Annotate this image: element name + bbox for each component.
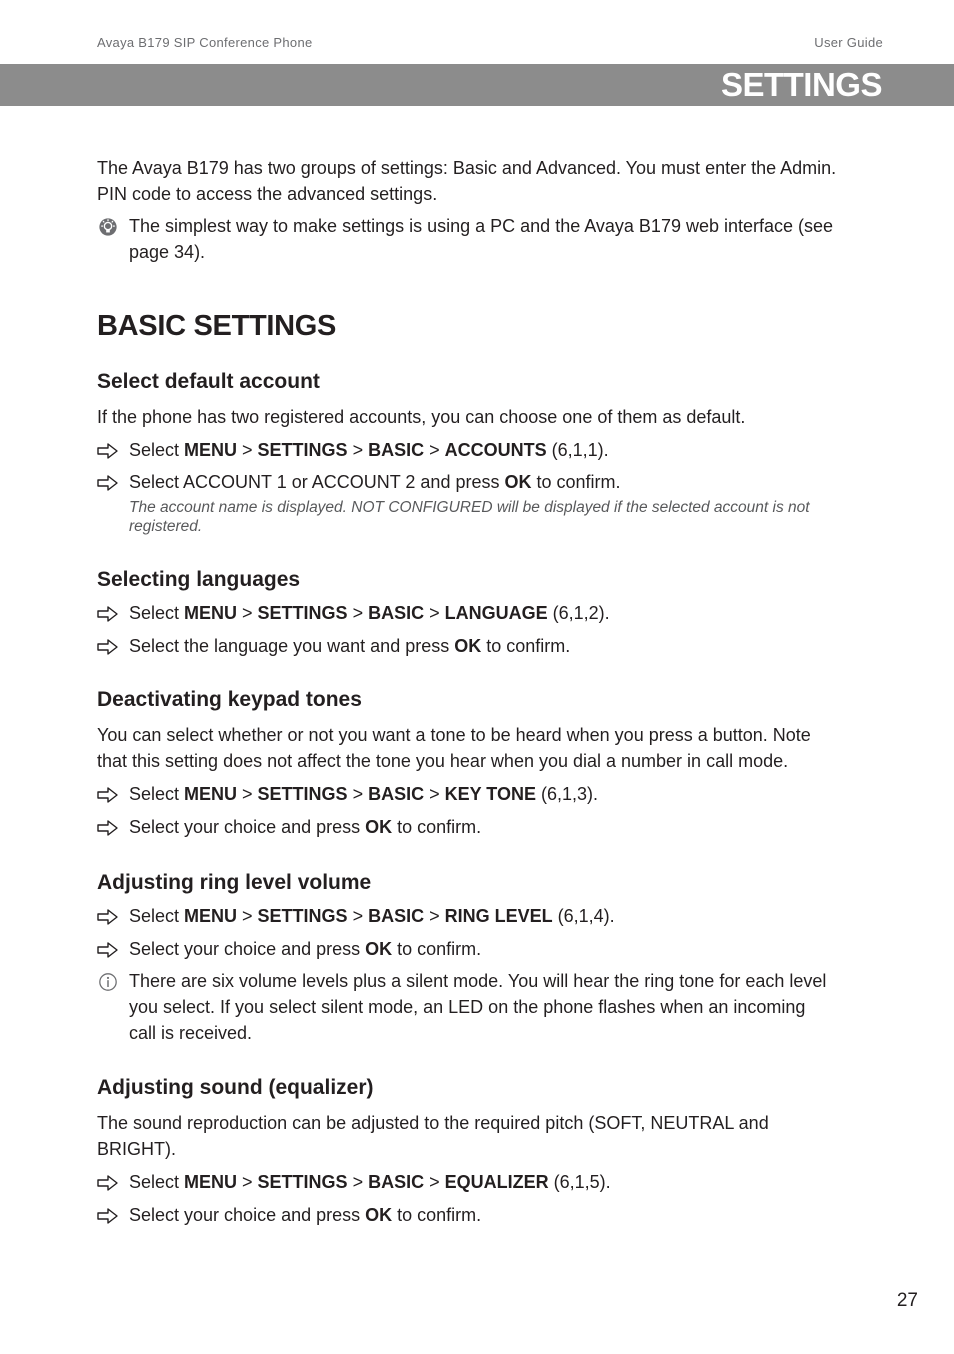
separator: > bbox=[237, 603, 258, 623]
settings-label: SETTINGS bbox=[257, 440, 348, 460]
step-row bbox=[97, 633, 837, 659]
keypad-tones-heading: Deactivating keypad tones bbox=[97, 688, 362, 711]
tip-row bbox=[97, 213, 837, 265]
menu-label: MENU bbox=[184, 906, 238, 926]
arrow-step-icon bbox=[97, 786, 119, 804]
settings-label: SETTINGS bbox=[257, 603, 348, 623]
step-code: (6,1,3). bbox=[535, 784, 599, 804]
ok-label: OK bbox=[504, 472, 532, 492]
step-row bbox=[97, 1169, 837, 1195]
arrow-step-icon bbox=[97, 638, 119, 656]
separator: > bbox=[347, 1172, 369, 1192]
menu-label: MENU bbox=[184, 784, 238, 804]
separator: > bbox=[424, 906, 445, 926]
separator: > bbox=[237, 440, 258, 460]
account-note: The account name is displayed. NOT CONFIGURED will be displayed if the selected account is not registered. bbox=[129, 499, 810, 535]
equalizer-paragraph: The sound reproduction can be adjusted to the required pitch (SOFT, NEUTRAL and BRIGHT). bbox=[97, 1113, 769, 1159]
step-row bbox=[97, 936, 837, 962]
separator: > bbox=[237, 1172, 258, 1192]
step-row bbox=[97, 600, 837, 626]
separator: > bbox=[347, 906, 369, 926]
step-text: to confirm. bbox=[392, 817, 482, 837]
basic-label: BASIC bbox=[368, 784, 425, 804]
separator: > bbox=[424, 440, 445, 460]
separator: > bbox=[237, 784, 258, 804]
step-row bbox=[97, 469, 837, 495]
accounts-label: ACCOUNTS bbox=[444, 440, 547, 460]
info-text: There are six volume levels plus a silent mode. You will hear the ring tone for each level you select. If you select silent mode, an LED on the phone flashes when an incoming call is received. bbox=[129, 971, 827, 1043]
arrow-step-icon bbox=[97, 474, 119, 492]
section-title: SETTINGS bbox=[720, 66, 882, 103]
language-label: LANGUAGE bbox=[444, 603, 548, 623]
default-account-paragraph: If the phone has two registered accounts, you can choose one of them as default. bbox=[97, 407, 746, 427]
key-tone-label: KEY TONE bbox=[444, 784, 536, 804]
header-product: Avaya B179 SIP Conference Phone bbox=[97, 35, 313, 50]
tip-text: The simplest way to make settings is using a PC and the Avaya B179 web interface (see page 34). bbox=[129, 216, 834, 262]
equalizer-label: EQUALIZER bbox=[444, 1172, 549, 1192]
settings-label: SETTINGS bbox=[257, 784, 348, 804]
page-number: 27 bbox=[896, 1290, 918, 1311]
settings-label: SETTINGS bbox=[257, 906, 348, 926]
intro-paragraph: The Avaya B179 has two groups of settings: Basic and Advanced. You must enter the Admin. PIN code to access the advanced settings. bbox=[97, 158, 837, 204]
section-band bbox=[0, 64, 954, 106]
keypad-tones-paragraph: You can select whether or not you want a tone to be heard when you press a button. Note that this setting does not affect the tone you hear when you dial a number in call mode. bbox=[97, 725, 811, 771]
menu-label: MENU bbox=[184, 603, 238, 623]
ring-level-label: RING LEVEL bbox=[444, 906, 553, 926]
separator: > bbox=[237, 906, 258, 926]
step-text: Select bbox=[129, 603, 185, 623]
step-text: Select bbox=[129, 784, 185, 804]
step-text: Select bbox=[129, 1172, 185, 1192]
step-text: to confirm. bbox=[392, 1205, 482, 1225]
menu-label: MENU bbox=[184, 1172, 238, 1192]
ring-level-heading: Adjusting ring level volume bbox=[97, 871, 372, 894]
separator: > bbox=[347, 440, 369, 460]
step-code: (6,1,1). bbox=[546, 440, 609, 460]
step-text: to confirm. bbox=[481, 636, 571, 656]
separator: > bbox=[424, 1172, 445, 1192]
separator: > bbox=[347, 784, 369, 804]
step-code: (6,1,4). bbox=[552, 906, 615, 926]
info-row bbox=[97, 968, 837, 1046]
default-account-heading: Select default account bbox=[97, 370, 320, 393]
step-text: Select bbox=[129, 906, 185, 926]
step-code: (6,1,5). bbox=[548, 1172, 611, 1192]
ok-label: OK bbox=[365, 1205, 393, 1225]
ok-label: OK bbox=[365, 939, 393, 959]
step-row bbox=[97, 781, 837, 807]
basic-label: BASIC bbox=[368, 603, 425, 623]
arrow-step-icon bbox=[97, 819, 119, 837]
menu-label: MENU bbox=[184, 440, 238, 460]
info-icon bbox=[97, 972, 119, 992]
step-text: to confirm. bbox=[531, 472, 621, 492]
arrow-step-icon bbox=[97, 605, 119, 623]
step-text: Select ACCOUNT 1 or ACCOUNT 2 and press bbox=[129, 472, 505, 492]
step-row bbox=[97, 437, 837, 463]
basic-label: BASIC bbox=[368, 1172, 425, 1192]
basic-label: BASIC bbox=[368, 906, 425, 926]
lightbulb-tip-icon bbox=[97, 217, 119, 237]
basic-settings-heading: BASIC SETTINGS bbox=[97, 310, 337, 342]
arrow-step-icon bbox=[97, 1174, 119, 1192]
ok-label: OK bbox=[454, 636, 482, 656]
arrow-step-icon bbox=[97, 442, 119, 460]
step-text: Select your choice and press bbox=[129, 939, 366, 959]
step-text: Select bbox=[129, 440, 185, 460]
header-doc-type: User Guide bbox=[814, 35, 883, 50]
arrow-step-icon bbox=[97, 908, 119, 926]
step-text: Select the language you want and press bbox=[129, 636, 455, 656]
ok-label: OK bbox=[365, 817, 393, 837]
arrow-step-icon bbox=[97, 1207, 119, 1225]
step-row bbox=[97, 903, 837, 929]
equalizer-heading: Adjusting sound (equalizer) bbox=[97, 1076, 374, 1099]
separator: > bbox=[424, 784, 445, 804]
step-text: Select your choice and press bbox=[129, 817, 366, 837]
separator: > bbox=[347, 603, 369, 623]
step-row bbox=[97, 1202, 837, 1228]
languages-heading: Selecting languages bbox=[97, 568, 301, 591]
basic-label: BASIC bbox=[368, 440, 425, 460]
settings-label: SETTINGS bbox=[257, 1172, 348, 1192]
page-content bbox=[97, 155, 837, 1228]
step-text: Select your choice and press bbox=[129, 1205, 366, 1225]
separator: > bbox=[424, 603, 445, 623]
step-code: (6,1,2). bbox=[547, 603, 610, 623]
arrow-step-icon bbox=[97, 941, 119, 959]
step-text: to confirm. bbox=[392, 939, 482, 959]
step-row bbox=[97, 814, 837, 840]
